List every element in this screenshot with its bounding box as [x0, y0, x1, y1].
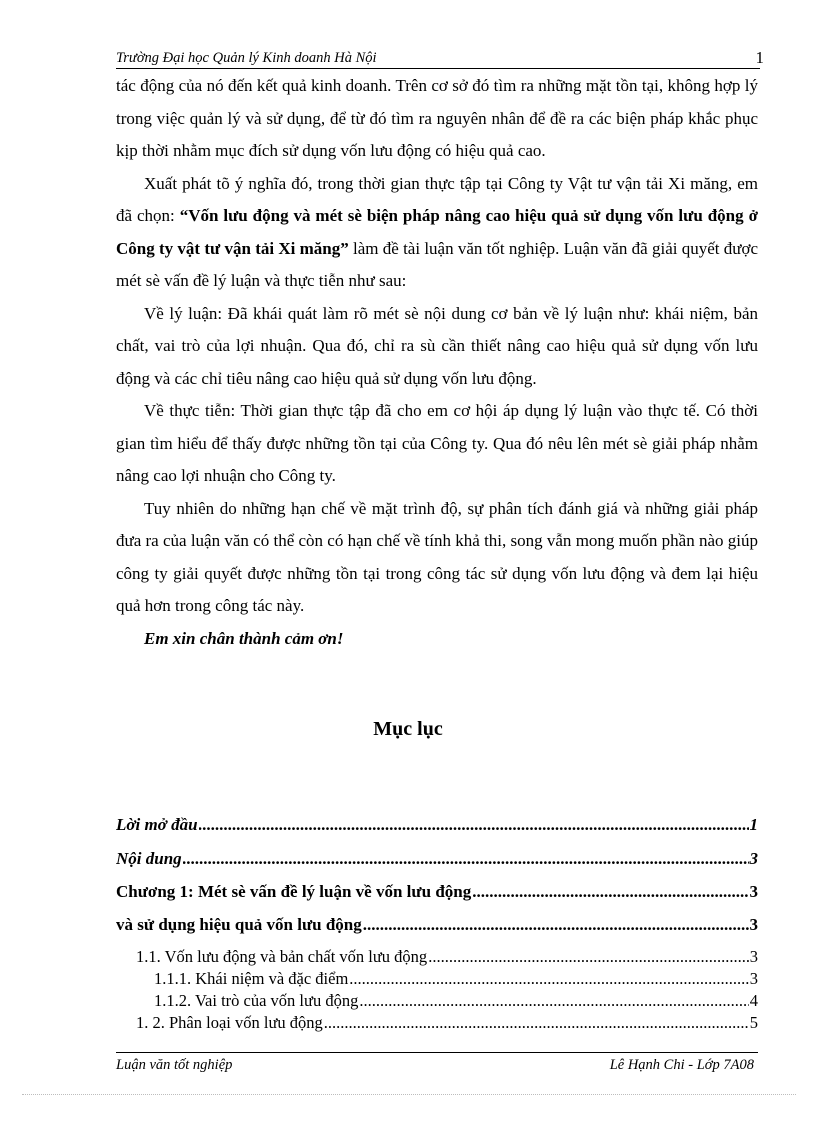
- topic-outro: làm đề tài luận văn tốt nghiệp. Luận văn đã giải quyết được mét sè vấn đề lý luận và thực tiễn như sau:: [116, 238, 759, 290]
- toc-leader-dots: [359, 991, 748, 1011]
- toc-entry-label: và sử dụng hiệu quả vốn lưu động: [116, 915, 362, 934]
- footer-document-type: Luận văn tốt nghiệp: [116, 1057, 233, 1073]
- toc-entry[interactable]: [116, 947, 758, 967]
- toc-entry-page: 3: [749, 969, 758, 988]
- page-footer: [116, 1052, 758, 1075]
- toc-entry-label: 1.1. Vốn lưu động và bản chất vốn lưu động: [136, 947, 428, 966]
- paragraph-limitations: Tuy nhiên do những hạn chế về mặt trình độ, sự phân tích đánh giá và những giải pháp đưa ra của luận văn có thể còn có hạn chế về tính khả thi, song vẫn mong muốn phần nào giúp công ty giải quyết được những tồn tại trong công tác sử dụng vốn lưu động và đem lại hiệu quả hơn trong công tác này.: [116, 498, 758, 615]
- toc-entry-label: 1.1.2. Vai trò của vốn lưu động: [154, 991, 359, 1010]
- toc-entry-page: 1: [749, 815, 758, 834]
- toc-leader-dots: [428, 947, 749, 967]
- toc-entry-label: 1. 2. Phân loại vốn lưu động: [136, 1013, 323, 1032]
- toc-entry-label: 1.1.1. Khái niệm và đặc điểm: [154, 969, 349, 988]
- toc-leader-dots: [472, 882, 748, 902]
- toc-entry-page: 3: [749, 947, 758, 966]
- toc-leader-dots: [363, 915, 749, 935]
- toc-entry-label: Chương 1: Mét sè vấn đề lý luận về vốn lưu động: [116, 882, 472, 901]
- toc-entry[interactable]: [116, 882, 758, 902]
- toc-entry[interactable]: [116, 849, 758, 869]
- toc-entry-page: 4: [749, 991, 758, 1010]
- page-header: [116, 48, 764, 69]
- page-number: 1: [755, 48, 764, 67]
- toc-entry-page: 5: [749, 1013, 758, 1032]
- body-text: [116, 70, 758, 655]
- toc-entry-page: 3: [749, 849, 758, 868]
- paragraph-continuation: tác động của nó đến kết quả kinh doanh. Trên cơ sở đó tìm ra những mặt tồn tại, không hợp lý trong việc quản lý và sử dụng, để từ đó tìm ra nguyên nhân để đề ra các biện pháp khắc phục kịp thời nhằm mục đích sử dụng vốn lưu động có hiệu quả cao.: [116, 76, 758, 160]
- paragraph-theory: Về lý luận: Đã khái quát làm rõ mét sè nội dung cơ bản về lý luận như: khái niệm, bản chất, vai trò của lợi nhuận. Qua đó, chỉ ra sù cần thiết nâng cao hiệu quả sử dụng vốn lưu động và các chỉ tiêu nâng cao hiệu quả sử dụng vốn lưu động.: [116, 303, 758, 388]
- toc-entry[interactable]: [116, 1013, 758, 1033]
- toc-leader-dots: [349, 969, 748, 989]
- toc-entry-page: 3: [749, 915, 758, 934]
- topic-intro: Xuất phát tõ ý nghĩa đó, trong thời gian thực tập tại Công ty Vật tư vận tải Xi măng, em đã chọn:: [116, 173, 758, 225]
- toc-leader-dots: [324, 1013, 749, 1033]
- toc-entry-label: Nội dung: [116, 849, 182, 868]
- paragraph-topic: [116, 168, 758, 298]
- toc-entry[interactable]: [116, 915, 758, 935]
- toc-entry-label: Lời mở đầu: [116, 815, 198, 834]
- toc-entry[interactable]: [116, 969, 758, 989]
- toc-entry[interactable]: [116, 815, 758, 835]
- toc-leader-dots: [199, 815, 749, 835]
- thesis-title: “Vốn lưu động và mét sè biện pháp nâng cao hiệu quả sử dụng vốn lưu động ở Công ty vật tư vận tải Xi măng”: [116, 206, 758, 258]
- toc-entry[interactable]: [116, 991, 758, 1011]
- toc-leader-dots: [183, 849, 749, 869]
- paragraph-practice: Về thực tiễn: Thời gian thực tập đã cho em cơ hội áp dụng lý luận vào thực tế. Có thời gian tìm hiểu để thấy được những tồn tại của Công ty. Qua đó nêu lên mét sè giải pháp nhằm nâng cao lợi nhuận cho Công ty.: [116, 401, 758, 485]
- page-break-divider: [22, 1094, 796, 1095]
- school-name: Trường Đại học Quản lý Kinh doanh Hà Nội: [116, 50, 377, 66]
- toc-title: Mục lục: [373, 718, 443, 740]
- footer-author: Lê Hạnh Chi - Lớp 7A08: [609, 1057, 754, 1073]
- toc-entry-page: 3: [749, 882, 758, 901]
- thanks-line: Em xin chân thành cảm ơn!: [144, 628, 344, 648]
